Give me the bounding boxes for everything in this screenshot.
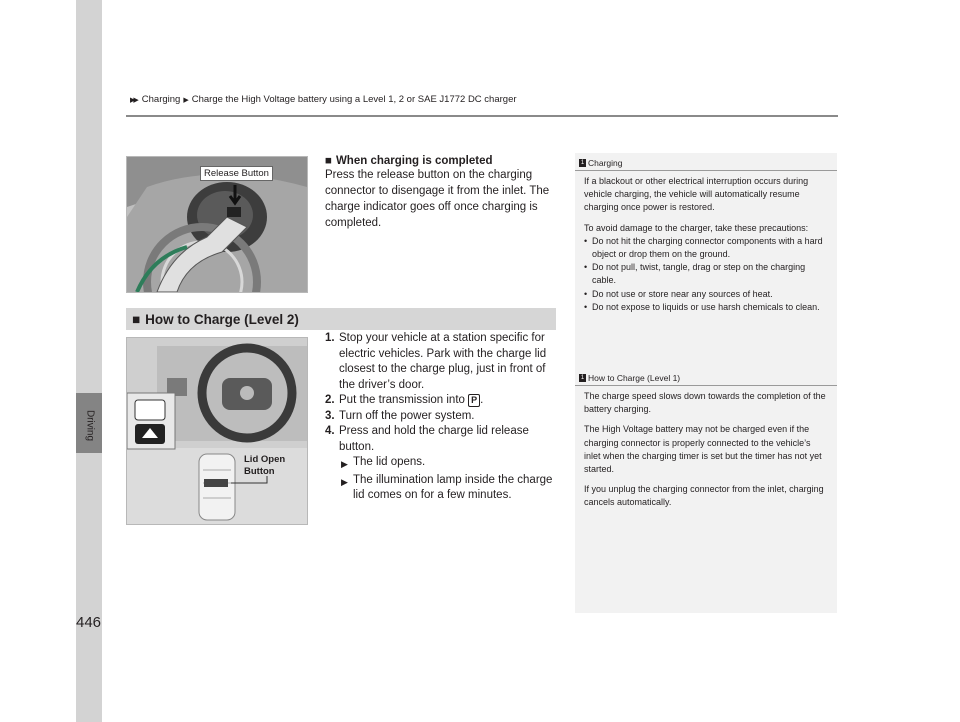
square-bullet-icon: ■: [132, 311, 141, 327]
release-button-callout: Release Button: [200, 166, 273, 181]
result-arrow-icon: ▶: [341, 459, 348, 469]
bullet-text: Do not expose to liquids or use harsh chemicals to clean.: [592, 301, 820, 312]
lid-open-button-figure: [126, 337, 308, 525]
side-tab-label: Driving: [84, 409, 96, 442]
bullet-dot-icon: •: [584, 288, 588, 299]
breadcrumb-item-charging[interactable]: Charging: [141, 94, 181, 105]
bullet-text: Do not pull, twist, tangle, drag or step on the charging cable.: [592, 262, 806, 286]
step-number: 3.: [325, 409, 335, 422]
result-1: [325, 455, 557, 473]
step-4: [325, 424, 557, 455]
note-paragraph: To avoid damage to the charger, take these precautions:: [584, 222, 809, 233]
step-text-after: .: [480, 394, 484, 406]
header-rule: [126, 115, 838, 117]
result-arrow-icon: ▶: [341, 476, 348, 487]
breadcrumb-arrow-icon: ▶▶: [130, 96, 137, 104]
section-heading-level2: [126, 308, 556, 330]
charging-completed-text: Press the release button on the charging connector to disengage it from the inlet. The charge indicator goes off once charging is completed.: [325, 169, 550, 229]
step-text: Press and hold the charge lid release button.: [339, 425, 529, 453]
square-bullet-icon: ■: [325, 155, 332, 167]
bullet-dot-icon: •: [584, 301, 588, 312]
note-paragraph: The charge speed slows down towards the completion of the battery charging.: [584, 391, 826, 415]
result-2: [325, 473, 557, 504]
park-key-icon: P: [468, 394, 480, 407]
note-level1: [575, 371, 837, 517]
result-text: The illumination lamp inside the charge lid comes on for a few minutes.: [353, 473, 553, 501]
charging-completed-section: [325, 155, 557, 231]
steering-wheel-illustration: [127, 338, 307, 524]
note-header: [575, 156, 837, 171]
bullet-text: Do not hit the charging connector components with a hard object or drop them on the ground.: [592, 235, 823, 260]
note-paragraph: If you unplug the charging connector from the inlet, charging cancels automatically.: [584, 484, 824, 508]
breadcrumb-arrow-icon: ▶: [183, 96, 187, 104]
subheading-text: When charging is completed: [335, 155, 493, 167]
step-number: 1.: [325, 332, 335, 344]
bullet-dot-icon: •: [584, 235, 588, 246]
notes-panel: [575, 153, 837, 613]
step-1: [325, 331, 557, 393]
release-button-figure: [126, 156, 308, 293]
note-title: Charging: [588, 158, 623, 168]
note-icon: 1: [580, 375, 585, 381]
note-body: [575, 386, 837, 510]
note-paragraph: If a blackout or other electrical interruption occurs during vehicle charging, the vehicle will automatically resume charging once power is restored.: [584, 176, 809, 213]
note-title: How to Charge (Level 1): [588, 373, 681, 383]
note-header: [575, 371, 837, 386]
step-text-before: Put the transmission into: [339, 394, 465, 406]
level2-steps: [325, 331, 557, 504]
note-bullet: [584, 261, 829, 287]
note-bullet: [584, 288, 829, 301]
step-text: [339, 393, 483, 409]
note-bullet: [584, 301, 829, 314]
section-title: How to Charge (Level 2): [145, 311, 299, 327]
note-icon: 1: [580, 160, 585, 166]
note-bullet: [584, 235, 829, 261]
step-text: Turn off the power system.: [339, 409, 475, 422]
bullet-text: Do not use or store near any sources of heat.: [592, 288, 773, 299]
step-number: 2.: [325, 394, 335, 406]
result-text: The lid opens.: [353, 456, 426, 468]
step-2: [325, 393, 557, 409]
note-paragraph: The High Voltage battery may not be charged even if the charging connector is properly connected to the vehicle’s inlet when the charging timer is set but the timer has not yet started.: [584, 424, 822, 475]
breadcrumb: [130, 94, 517, 105]
subheading: [325, 155, 557, 167]
step-3: [325, 409, 557, 425]
page-number: 446: [76, 614, 102, 631]
note-charging: [575, 156, 837, 314]
note-body: [575, 171, 837, 314]
lid-open-button-callout: Lid Open Button: [244, 454, 286, 477]
step-text: Stop your vehicle at a station specific for electric vehicles. Park with the charge lid closest to the charge plug, just in front of the driver’s door.: [339, 332, 547, 391]
breadcrumb-item-current: Charge the High Voltage battery using a Level 1, 2 or SAE J1772 DC charger: [191, 94, 517, 105]
bullet-dot-icon: •: [584, 262, 588, 273]
step-number: 4.: [325, 425, 335, 437]
